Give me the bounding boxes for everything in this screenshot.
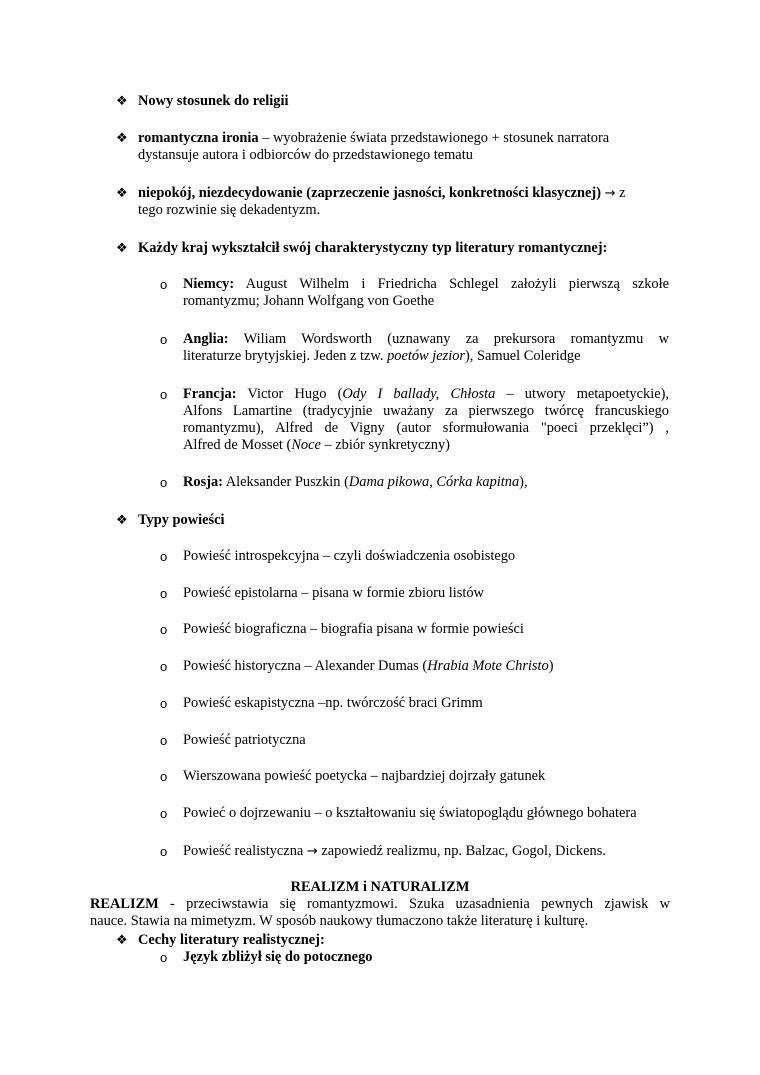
kraj-anglia <box>183 331 669 365</box>
niepokoj-term: niepokój, niezdecydowanie (zaprzeczenie jasności, konkretności klasycznej) <box>138 185 601 201</box>
section-heading: REALIZM i NATURALIZM <box>290 879 470 895</box>
circle-bullet-icon: o <box>160 586 168 601</box>
niemcy-label: Niemcy: <box>183 276 235 292</box>
powiesc-item: Powieść biograficzna – biografia pisana w formie powieści <box>183 621 524 637</box>
rosja-italic: Dama pikowa, Córka kapitna <box>348 474 520 490</box>
circle-bullet-icon: o <box>160 387 168 402</box>
francja-line1a: Victor Hugo ( <box>236 386 343 402</box>
francja-line4b: – zbiór synkretyczny) <box>320 437 450 453</box>
realizm-line1: - przeciwstawia się romantyzmowi. Szuka uzasadnienia pewnych zjawisk w <box>158 896 670 912</box>
circle-bullet-icon: o <box>160 844 168 859</box>
powiesc-item: Powieść patriotyczna <box>183 732 306 748</box>
powiesc-historyczna <box>183 658 669 675</box>
niemcy-line2: romantyzmu; Johann Wolfgang von Goethe <box>183 293 435 309</box>
kraj-rosja <box>183 474 669 491</box>
historyczna-italic: Hrabia Mote Christo <box>427 658 549 674</box>
anglia-line2b: ), Samuel Coleridge <box>465 348 581 364</box>
diamond-bullet-icon: ❖ <box>116 241 128 256</box>
historyczna-close: ) <box>548 658 554 674</box>
anglia-label: Anglia: <box>183 331 229 347</box>
francja-label: Francja: <box>183 386 237 402</box>
diamond-bullet-icon: ❖ <box>116 513 128 528</box>
circle-bullet-icon: o <box>160 622 168 637</box>
diamond-bullet-icon: ❖ <box>116 131 128 146</box>
realizm-term: REALIZM <box>90 896 159 912</box>
francja-line2: Alfons Lamartine (tradycyjnie uważany za pierwszego twórcę francuskiego <box>183 403 669 419</box>
powiesc-realistyczna <box>183 843 669 860</box>
circle-bullet-icon: o <box>160 549 168 564</box>
francja-line3: romantyzmu), Alfred de Vigny (autor sformułowania "poeci przeklęci”) , <box>183 420 669 436</box>
anglia-line2-italic: poetów jezior <box>387 348 466 364</box>
ironia-line1: – wyobrażenie świata przedstawionego + stosunek narratora <box>258 130 610 146</box>
powiesc-item: Powieść introspekcyjna – czyli doświadczenia osobistego <box>183 548 516 564</box>
circle-bullet-icon: o <box>160 769 168 784</box>
bullet-cechy <box>138 932 668 949</box>
bullet-religia <box>138 93 668 110</box>
powiesc-item: Wierszowana powieść poetycka – najbardziej dojrzały gatunek <box>183 768 546 784</box>
rosja-textb: ), <box>519 474 528 490</box>
niepokoj-line2: tego rozwinie się dekadentyzm. <box>138 202 321 218</box>
religia-title: Nowy stosunek do religii <box>138 93 289 109</box>
realistyczna-text2: zapowiedź realizmu, np. Balzac, Gogol, Dickens. <box>317 843 606 859</box>
realistyczna-text: Powieść realistyczna <box>183 843 307 859</box>
circle-bullet-icon: o <box>160 277 168 292</box>
powiesc-item: Powieść epistolarna – pisana w formie zbioru listów <box>183 585 484 601</box>
circle-bullet-icon: o <box>160 806 168 821</box>
francja-line4a: Alfred de Mosset ( <box>183 437 292 453</box>
kraj-niemcy <box>183 276 669 310</box>
ironia-term: romantyczna ironia <box>138 130 259 146</box>
historyczna-text: Powieść historyczna – Alexander Dumas ( <box>183 658 428 674</box>
diamond-bullet-icon: ❖ <box>116 186 128 201</box>
circle-bullet-icon: o <box>160 659 168 674</box>
bullet-niepokoj <box>138 185 668 219</box>
kraj-francja <box>183 386 669 454</box>
francja-line1-italic: Ody I ballady, Chłosta <box>342 386 496 402</box>
niemcy-line1: August Wilhelm i Friedricha Schlegel założyli pierwszą szkołe <box>234 276 669 292</box>
cechy-item-text: Język zbliżył się do potocznego <box>183 949 373 965</box>
anglia-line2a: literaturze brytyjskiej. Jeden z tzw. <box>183 348 388 364</box>
realizm-paragraph <box>90 896 670 930</box>
bullet-powiesci <box>138 512 668 529</box>
diamond-bullet-icon: ❖ <box>116 933 128 948</box>
diamond-bullet-icon: ❖ <box>116 94 128 109</box>
cechy-item <box>183 949 669 966</box>
arrow-right-icon: → <box>306 844 318 859</box>
rosja-texta: Aleksander Puszkin ( <box>222 474 349 490</box>
realizm-line2: nauce. Stawia na mimetyzm. W sposób naukowy tłumaczono także literaturę i kulturę. <box>90 913 589 929</box>
kraje-title: Każdy kraj wykształcił swój charakterystyczny typ literatury romantycznej: <box>138 240 608 256</box>
francja-line1b: – utwory metapoetyckie), <box>495 386 669 402</box>
bullet-kraje <box>138 240 678 257</box>
arrow-right-icon: → <box>604 186 616 201</box>
bullet-ironia <box>138 130 668 164</box>
circle-bullet-icon: o <box>160 950 168 965</box>
niepokoj-after-arrow: z <box>615 185 626 201</box>
powiesc-item: Powieść eskapistyczna –np. twórczość braci Grimm <box>183 695 483 711</box>
francja-line4-italic: Noce <box>291 437 321 453</box>
ironia-line2: dystansuje autora i odbiorców do przedstawionego tematu <box>138 147 473 163</box>
powiesc-item: Powieć o dojrzewaniu – o kształtowaniu się światopoglądu głównego bohatera <box>183 805 637 821</box>
circle-bullet-icon: o <box>160 696 168 711</box>
powiesci-title: Typy powieści <box>138 512 225 528</box>
circle-bullet-icon: o <box>160 332 168 347</box>
circle-bullet-icon: o <box>160 475 168 490</box>
circle-bullet-icon: o <box>160 733 168 748</box>
anglia-line1: Wiliam Wordsworth (uznawany za prekursora romantyzmu w <box>228 331 669 347</box>
cechy-title: Cechy literatury realistycznej: <box>138 932 325 948</box>
rosja-label: Rosja: <box>183 474 223 490</box>
